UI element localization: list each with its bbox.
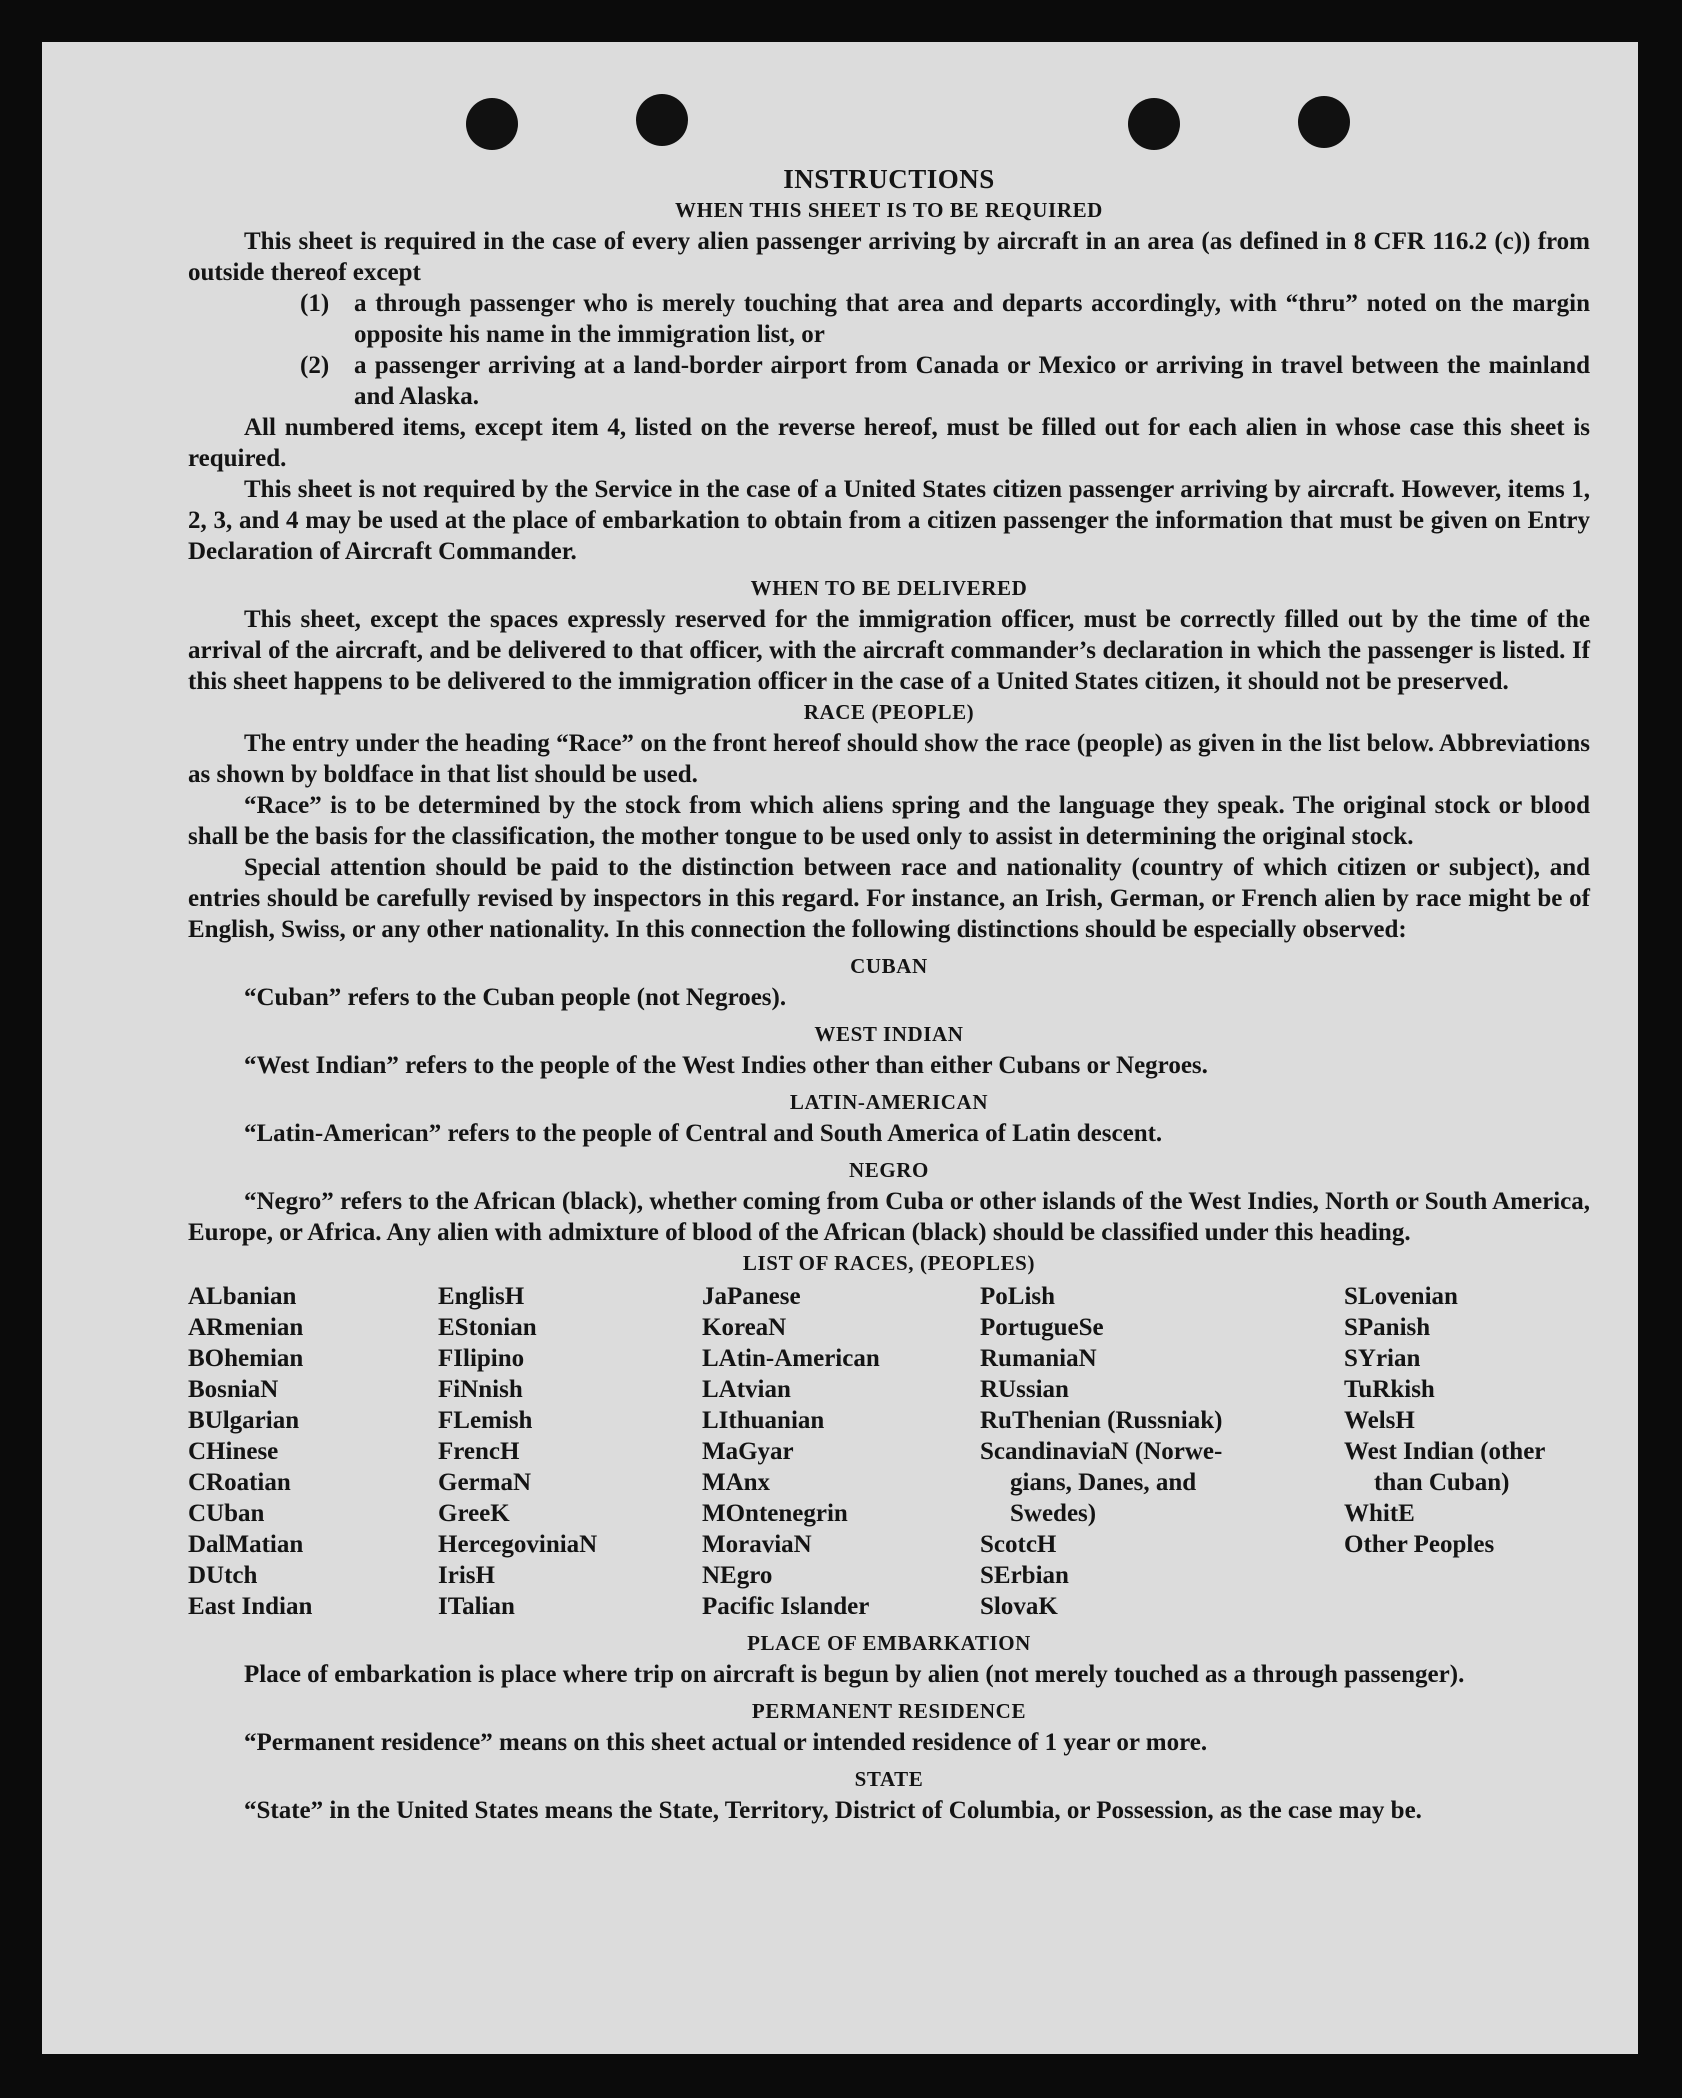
race-entry: GreeK [438, 1500, 510, 1527]
race-entry: RUssian [980, 1376, 1069, 1403]
list-item [300, 288, 1590, 350]
race-entry: West Indian (other [1344, 1438, 1546, 1465]
race-entry: MAnx [702, 1469, 771, 1496]
punch-hole [1128, 98, 1180, 150]
paragraph: This sheet, except the spaces expressly reserved for the immigration officer, must be correctly filled out by the time of the arrival of the aircraft, and be delivered to that officer, with the aircraft commander’s declaration in which the passenger is listed. If this sheet happens to be delivered to the immigration officer in the case of a United States citizen, it should not be preserved. [188, 606, 1590, 695]
paragraph: “West Indian” refers to the people of the West Indies other than either Cubans or Negroes. [244, 1052, 1208, 1079]
item-text: a passenger arriving at a land-border airport from Canada or Mexico or arriving in travel between the mainland and Alaska. [354, 352, 1590, 410]
race-entry: KoreaN [702, 1314, 787, 1341]
race-entry: DUtch [188, 1562, 258, 1589]
races-column [1344, 1281, 1590, 1622]
race-entry: CUban [188, 1500, 265, 1527]
punch-hole [466, 98, 518, 150]
race-entry: SLovenian [1344, 1283, 1458, 1310]
paragraph: “Cuban” refers to the Cuban people (not Negroes). [244, 984, 787, 1011]
race-entry: FiNnish [438, 1376, 523, 1403]
race-entry: East Indian [188, 1593, 313, 1620]
race-entry: than Cuban) [1374, 1469, 1510, 1496]
race-entry: SYrian [1344, 1345, 1421, 1372]
race-entry: DalMatian [188, 1531, 304, 1558]
section-heading: NEGRO [848, 1158, 929, 1182]
races-column [188, 1281, 438, 1622]
race-entry: CHinese [188, 1438, 279, 1465]
race-entry: BosniaN [188, 1376, 279, 1403]
race-entry: ScandinaviaN (Norwe- [980, 1438, 1223, 1465]
instructions-content [188, 164, 1590, 1826]
races-column [702, 1281, 980, 1622]
section-heading: RACE (PEOPLE) [803, 700, 975, 724]
race-entry: PortugueSe [980, 1314, 1104, 1341]
race-entry: Swedes) [1010, 1500, 1097, 1527]
race-entry: PoLish [980, 1283, 1056, 1310]
paragraph: The entry under the heading “Race” on the front hereof should show the race (people) as given in the list below. Abbreviations as shown by boldface in that list should be used. [188, 730, 1590, 788]
race-entry: SErbian [980, 1562, 1069, 1589]
race-entry: LAtin-American [702, 1345, 880, 1372]
paragraph: This sheet is required in the case of every alien passenger arriving by aircraft in an area (as defined in 8 CFR 116.2 (c)) from outside thereof except [188, 228, 1590, 286]
paragraph: Special attention should be paid to the distinction between race and nationality (country of which citizen or subject), and entries should be carefully revised by inspectors in this regard. For instance, an Irish, German, or French alien by race might be of English, Swiss, or any other nationality. In this connection the following distinctions should be especially observed: [188, 854, 1590, 943]
race-entry: Other Peoples [1344, 1531, 1495, 1558]
race-entry: JaPanese [702, 1283, 801, 1310]
race-entry: NEgro [702, 1562, 773, 1589]
paragraph: “Latin-American” refers to the people of Central and South America of Latin descent. [244, 1120, 1163, 1147]
list-item [300, 350, 1590, 412]
document-sheet [42, 42, 1638, 2054]
item-number: (2) [300, 352, 330, 379]
races-column [438, 1281, 702, 1622]
race-entry: WelsH [1344, 1407, 1415, 1434]
race-entry: EStonian [438, 1314, 537, 1341]
section-heading: LIST OF RACES, (PEOPLES) [742, 1251, 1036, 1275]
race-entry: gians, Danes, and [1010, 1469, 1197, 1496]
section-heading: WEST INDIAN [814, 1022, 964, 1046]
paragraph: “Negro” refers to the African (black), whether coming from Cuba or other islands of the West Indies, North or South America, Europe, or Africa. Any alien with admixture of blood of the African (black) should be classified under this heading. [188, 1188, 1590, 1246]
paragraph: All numbered items, except item 4, listed on the reverse hereof, must be filled out for each alien in whose case this sheet is required. [188, 414, 1590, 472]
race-entry: CRoatian [188, 1469, 291, 1496]
paragraph: “State” in the United States means the State, Territory, District of Columbia, or Possession, as the case may be. [244, 1797, 1422, 1824]
section-heading: WHEN TO BE DELIVERED [750, 576, 1028, 600]
section-heading: PERMANENT RESIDENCE [751, 1699, 1027, 1723]
race-entry: ALbanian [188, 1283, 297, 1310]
race-entry: FLemish [438, 1407, 533, 1434]
race-entry: Pacific Islander [702, 1593, 870, 1620]
section-heading: PLACE OF EMBARKATION [747, 1631, 1031, 1655]
race-entry: RuThenian (Russniak) [980, 1407, 1223, 1434]
race-entry: MoraviaN [702, 1531, 812, 1558]
race-entry: SPanish [1344, 1314, 1431, 1341]
race-entry: FrencH [438, 1438, 520, 1465]
paragraph: This sheet is not required by the Service in the case of a United States citizen passenger arriving by aircraft. However, items 1, 2, 3, and 4 may be used at the place of embarkation to obtain from a citizen passenger the information that must be given on Entry Declaration of Aircraft Commander. [188, 476, 1590, 565]
race-entry: SlovaK [980, 1593, 1058, 1620]
punch-hole [636, 94, 688, 146]
paragraph: “Race” is to be determined by the stock from which aliens spring and the language they speak. The original stock or blood shall be the basis for the classification, the mother tongue to be used only to assist in determining the original stock. [188, 792, 1590, 850]
race-entry: GermaN [438, 1469, 532, 1496]
race-entry: RumaniaN [980, 1345, 1097, 1372]
race-entry: LIthuanian [702, 1407, 825, 1434]
race-entry: ARmenian [188, 1314, 304, 1341]
section-heading: WHEN THIS SHEET IS TO BE REQUIRED [675, 198, 1103, 222]
races-table [188, 1281, 1590, 1622]
race-entry: IrisH [438, 1562, 495, 1589]
item-number: (1) [300, 290, 330, 317]
race-entry: HercegoviniaN [438, 1531, 598, 1558]
race-entry: EnglisH [438, 1283, 525, 1310]
page-title: INSTRUCTIONS [783, 164, 995, 194]
race-entry: ITalian [438, 1593, 515, 1620]
race-entry: MaGyar [702, 1438, 794, 1465]
race-entry: MOntenegrin [702, 1500, 848, 1527]
section-heading: CUBAN [850, 954, 928, 978]
race-entry: TuRkish [1344, 1376, 1435, 1403]
paragraph: Place of embarkation is place where trip on aircraft is begun by alien (not merely touched as a through passenger). [244, 1661, 1465, 1688]
race-entry: FIlipino [438, 1345, 525, 1372]
race-entry: ScotcH [980, 1531, 1057, 1558]
race-entry: WhitE [1344, 1500, 1415, 1527]
section-heading: STATE [854, 1767, 924, 1791]
item-text: a through passenger who is merely touching that area and departs accordingly, with “thru” noted on the margin opposite his name in the immigration list, or [354, 290, 1590, 348]
paragraph: “Permanent residence” means on this sheet actual or intended residence of 1 year or more. [244, 1729, 1208, 1756]
race-entry: BOhemian [188, 1345, 304, 1372]
races-column [980, 1281, 1344, 1622]
section-heading: LATIN-AMERICAN [789, 1090, 989, 1114]
race-entry: BUlgarian [188, 1407, 300, 1434]
punch-hole [1298, 96, 1350, 148]
race-entry: LAtvian [702, 1376, 791, 1403]
